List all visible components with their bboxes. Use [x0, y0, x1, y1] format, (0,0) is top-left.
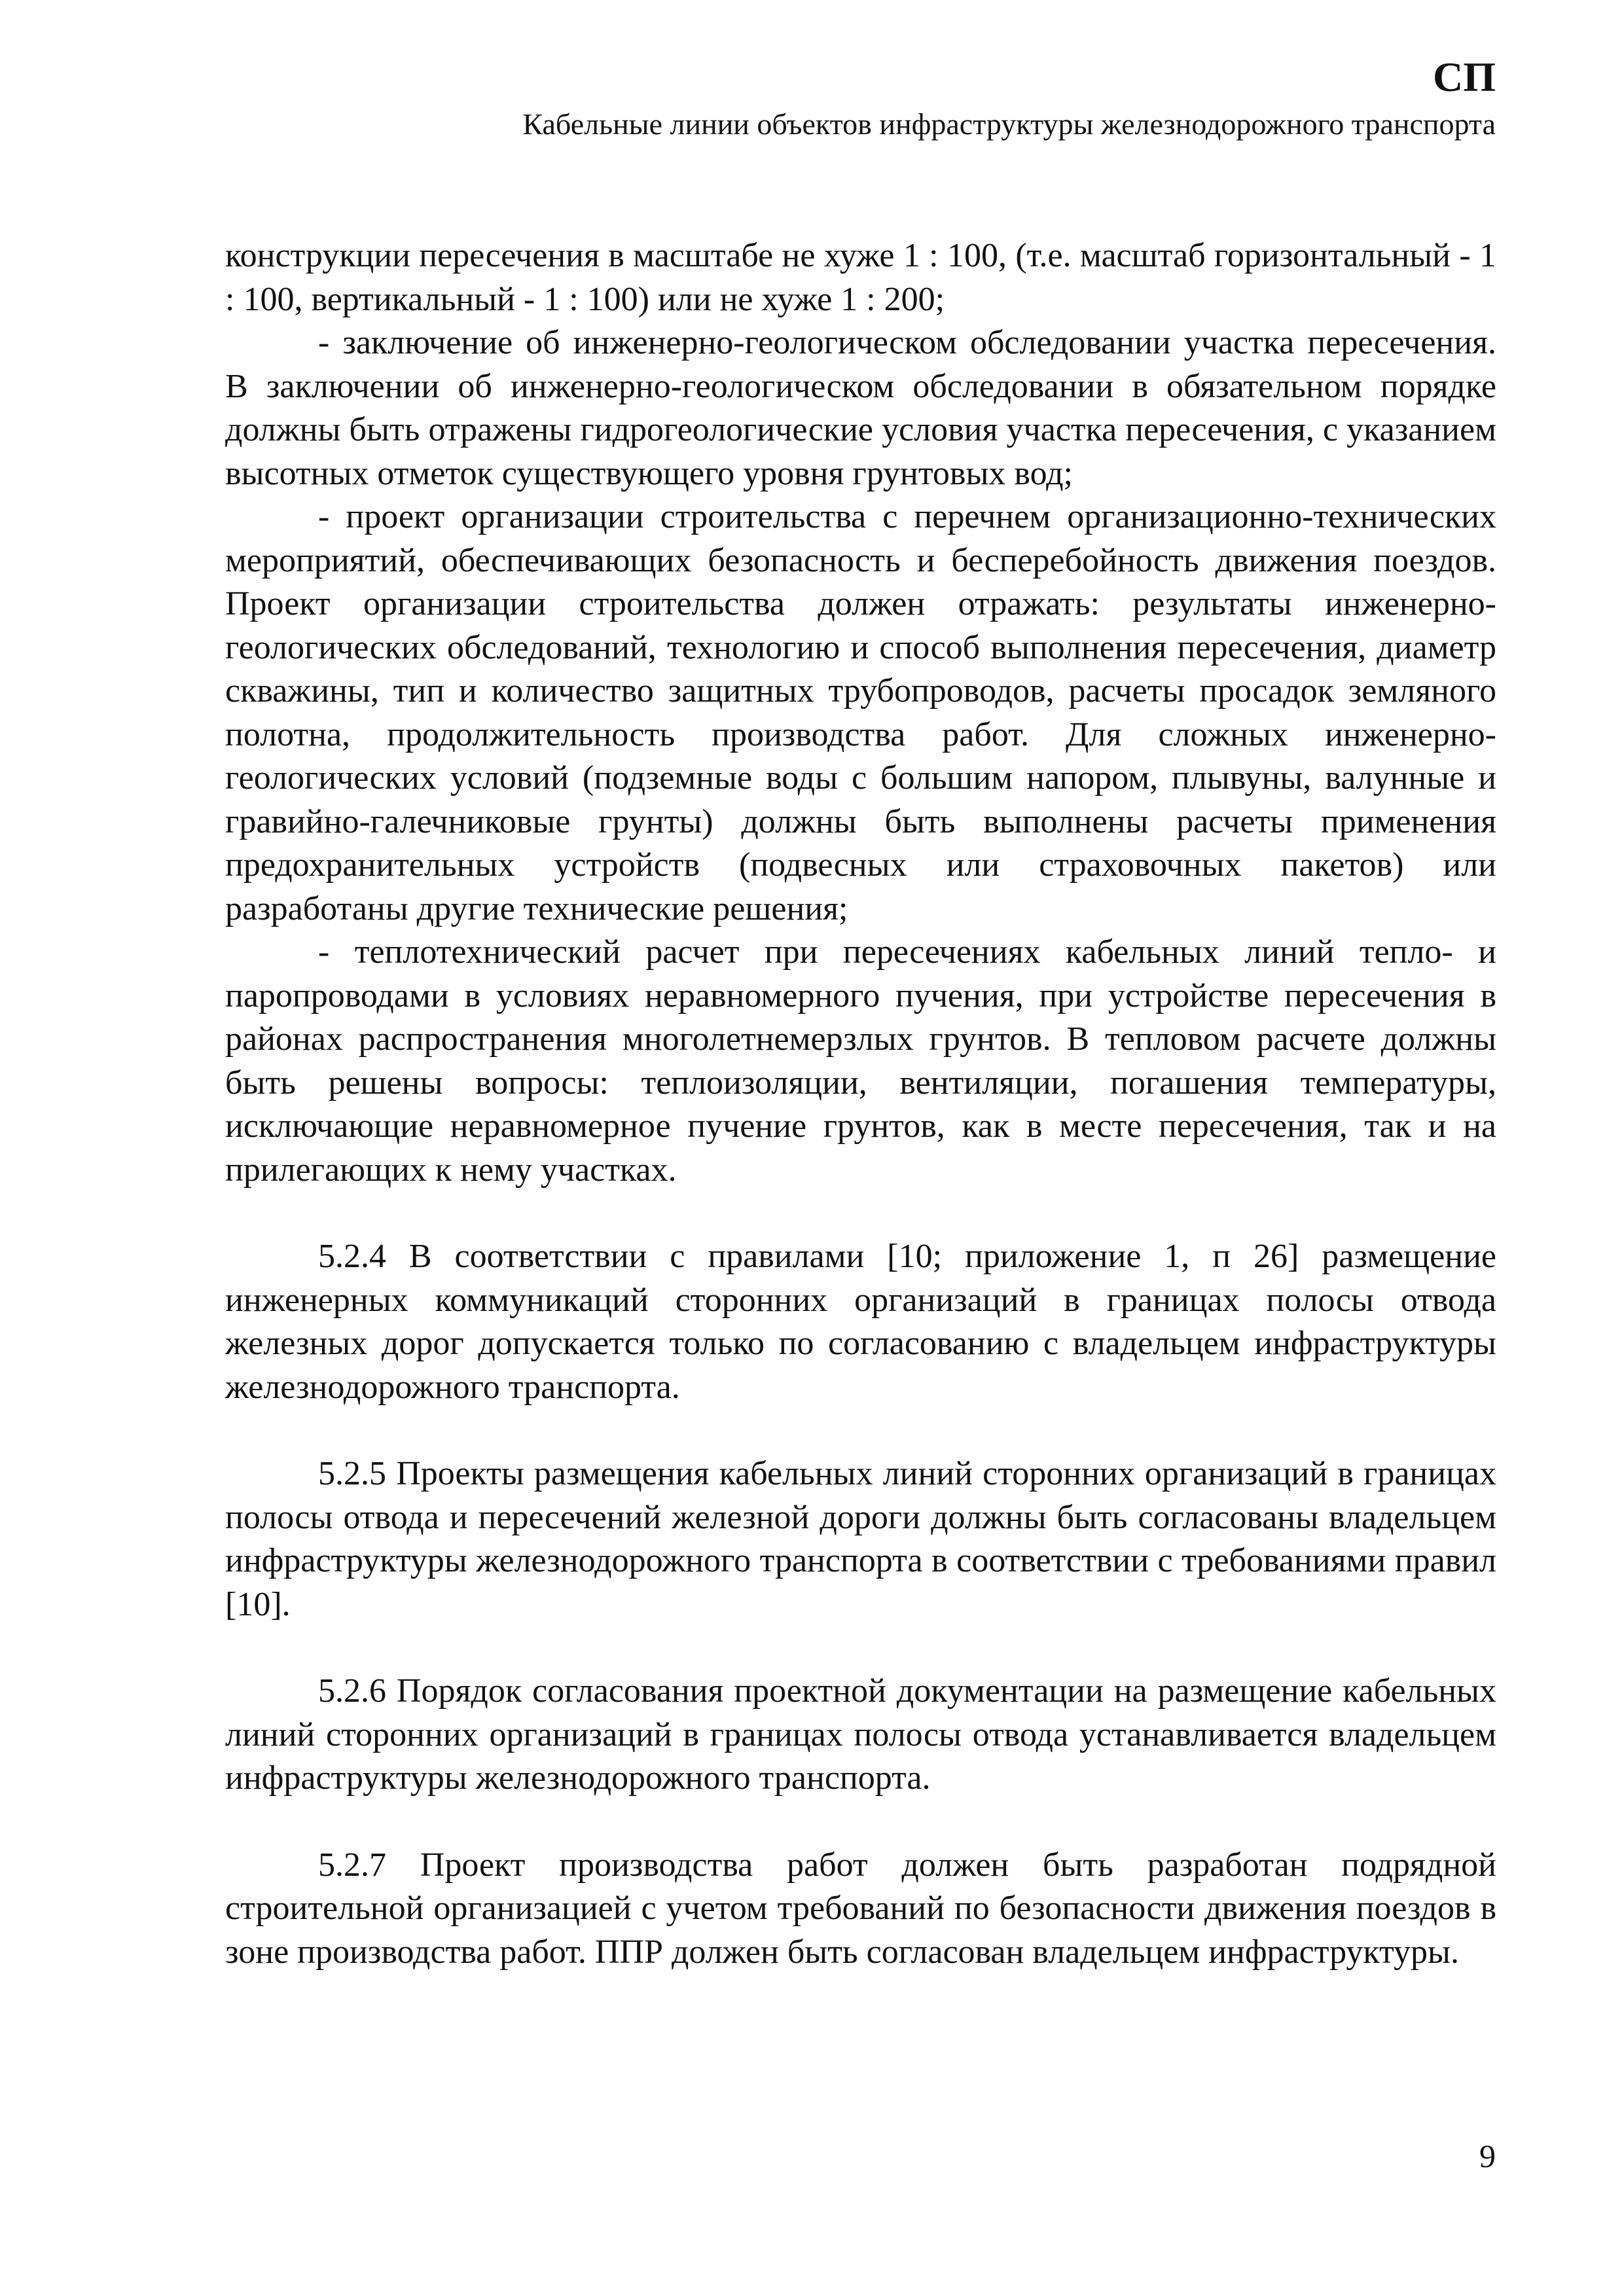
clause-5-2-5: 5.2.5 Проекты размещения кабельных линий сторонних организаций в границах полосы отвода и пересечений железной дороги должны быть согласованы владельцем инфраструктуры железнодорожного транспорта в соответствии с требованиями правил [10]. [225, 1455, 1496, 1623]
page-body [225, 234, 1496, 1974]
paragraph-continuation: конструкции пересечения в масштабе не хуже 1 : 100, (т.е. масштаб горизонтальный - 1 : 100, вертикальный - 1 : 100) или не хуже 1 : 200; [225, 237, 1496, 318]
paragraph-construction-project: - проект организации строительства с перечнем организационно-технических мероприятий, обеспечивающих безопасность и бесперебойность движения поездов. Проект организации строительства должен отражать: результаты инженерно-геологических обследований, технологию и способ выполнения пересечения, диаметр скважины, тип и количество защитных трубопроводов, расчеты просадок земляного полотна, продолжительность производства работ. Для сложных инженерно-геологических условий (подземные воды с большим напором, плывуны, валунные и гравийно-галечниковые грунты) должны быть выполнены расчеты применения предохранительных устройств (подвесных или страховочных пакетов) или разработаны другие технические решения; [225, 498, 1496, 927]
document-code: СП [1433, 54, 1496, 100]
clause-5-2-7: 5.2.7 Проект производства работ должен быть разработан подрядной строительной организацией с учетом требований по безопасности движения поездов в зоне производства работ. ППР должен быть согласован владельцем инфраструктуры. [225, 1846, 1496, 1971]
page-header [223, 51, 1496, 145]
paragraph-geological-conclusion: - заключение об инженерно-геологическом обследовании участка пересечения. В заключении об инженерно-геологическом обследовании в обязательном порядке должны быть отражены гидрогеологические условия участка пересечения, с указанием высотных отметок существующего уровня грунтовых вод; [225, 324, 1496, 492]
clause-5-2-6: 5.2.6 Порядок согласования проектной документации на размещение кабельных линий сторонних организаций в границах полосы отвода устанавливается владельцем инфраструктуры железнодорожного транспорта. [225, 1672, 1496, 1797]
document-title: Кабельные линии объектов инфраструктуры железнодорожного транспорта [522, 107, 1496, 141]
paragraph-thermal-calculation: - теплотехнический расчет при пересечениях кабельных линий тепло- и паропроводами в условиях неравномерного пучения, при устройстве пересечения в районах распространения многолетнемерзлых грунтов. В тепловом расчете должны быть решены вопросы: теплоизоляции, вентиляции, погашения температуры, исключающие неравномерное пучение грунтов, как в месте пересечения, так и на прилегающих к нему участках. [225, 933, 1496, 1189]
clause-5-2-4: 5.2.4 В соответствии с правилами [10; приложение 1, п 26] размещение инженерных коммуникаций сторонних организаций в границах полосы отвода железных дорог допускается только по согласованию с владельцем инфраструктуры железнодорожного транспорта. [225, 1238, 1496, 1406]
page-number: 9 [1479, 2138, 1496, 2174]
